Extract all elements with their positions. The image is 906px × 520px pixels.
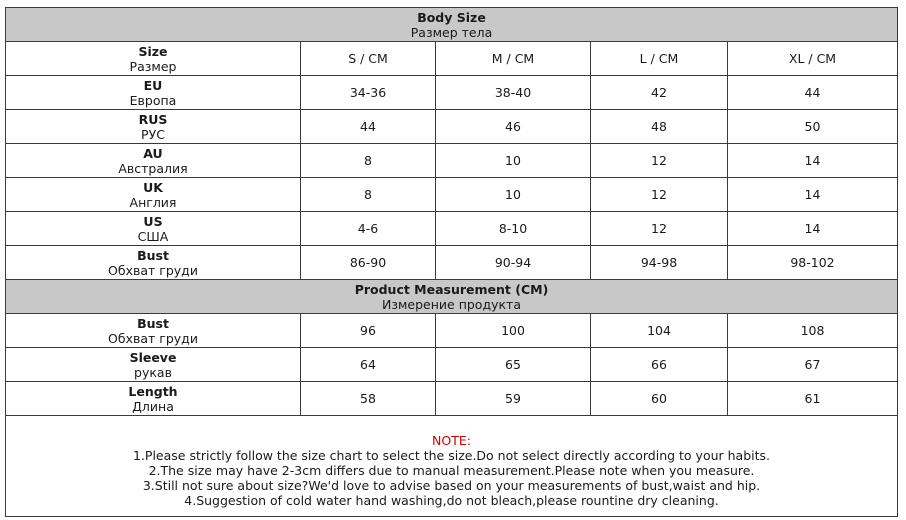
table-cell: 64 [301,348,436,382]
table-cell: 4-6 [301,212,436,246]
row-label-cell [6,382,301,416]
row-label: Length [128,383,178,399]
table-cell: 8 [301,144,436,178]
table-cell: 94-98 [591,246,728,280]
table-row [6,110,898,144]
row-label-cell [6,246,301,280]
table-cell: 44 [728,76,898,110]
table-cell: 61 [728,382,898,416]
row-label-ru: США [137,228,169,244]
row-label-ru: рукав [134,364,172,380]
table-cell: 86-90 [301,246,436,280]
table-cell: 66 [591,348,728,382]
column-header: XL / CM [728,42,898,76]
note-line: 3.Still not sure about size?We'd love to advise based on your measurements of bust,waist and hip. [142,477,761,493]
table-cell: 14 [728,212,898,246]
table-cell: 12 [591,144,728,178]
row-label-ru: Австралия [118,160,188,176]
table-cell: 8-10 [436,212,591,246]
note-line: 2.The size may have 2-3cm differs due to manual measurement.Please note when you measure. [148,462,755,478]
table-cell: 90-94 [436,246,591,280]
column-header: M / CM [436,42,591,76]
table-row [6,348,898,382]
table-cell: 96 [301,314,436,348]
table-cell: 14 [728,178,898,212]
table-cell: 12 [591,178,728,212]
row-label: Bust [137,247,169,263]
row-label: Sleeve [129,349,177,365]
notes-row [6,416,898,517]
table-row [6,144,898,178]
body-size-section-header [6,8,898,42]
row-label-ru: Англия [129,194,177,210]
row-label: EU [143,77,163,93]
size-header-label-cell [6,42,301,76]
table-cell: 58 [301,382,436,416]
row-label-ru: Европа [129,92,177,108]
table-row [6,382,898,416]
size-chart-table [5,7,898,517]
table-cell: 10 [436,178,591,212]
row-label: Bust [137,315,169,331]
table-cell: 100 [436,314,591,348]
row-label-ru: Длина [132,398,174,414]
row-label-ru: Обхват груди [108,262,198,278]
table-cell: 46 [436,110,591,144]
table-cell: 59 [436,382,591,416]
row-label-ru: Размер [129,58,177,74]
table-cell: 10 [436,144,591,178]
table-cell: 38-40 [436,76,591,110]
notes-cell [6,416,898,517]
row-label-cell [6,212,301,246]
table-cell: 34-36 [301,76,436,110]
table-row [6,178,898,212]
table-cell: 42 [591,76,728,110]
row-label-cell [6,144,301,178]
table-cell: 8 [301,178,436,212]
table-cell: 67 [728,348,898,382]
table-cell: 60 [591,382,728,416]
table-row [6,246,898,280]
table-cell: 65 [436,348,591,382]
row-label-cell [6,110,301,144]
row-label-cell [6,348,301,382]
note-line: 4.Suggestion of cold water hand washing,do not bleach,please rountine dry cleaning. [184,492,719,508]
body-size-title: Body Size [417,9,486,25]
table-cell: 50 [728,110,898,144]
table-cell: 44 [301,110,436,144]
product-measurement-title: Product Measurement (CM) [354,281,549,297]
row-label-ru: РУС [141,126,165,142]
table-cell: 108 [728,314,898,348]
row-label: RUS [138,111,168,127]
table-row [6,212,898,246]
table-cell: 104 [591,314,728,348]
row-label: US [143,213,163,229]
note-title: NOTE: [432,432,471,448]
table-cell: 12 [591,212,728,246]
product-measurement-section-header [6,280,898,314]
row-label: Size [138,43,168,59]
row-label-cell [6,76,301,110]
row-label: AU [143,145,163,161]
row-label-cell [6,178,301,212]
row-label: UK [143,179,163,195]
row-label-ru: Обхват груди [108,330,198,346]
size-header-row [6,42,898,76]
product-measurement-subtitle: Измерение продукта [382,296,521,312]
table-row [6,314,898,348]
note-line: 1.Please strictly follow the size chart to select the size.Do not select directly according to your habits. [132,447,771,463]
table-cell: 98-102 [728,246,898,280]
table-row [6,76,898,110]
table-cell: 14 [728,144,898,178]
column-header: L / CM [591,42,728,76]
column-header: S / CM [301,42,436,76]
row-label-cell [6,314,301,348]
table-cell: 48 [591,110,728,144]
body-size-subtitle: Размер тела [410,24,493,40]
